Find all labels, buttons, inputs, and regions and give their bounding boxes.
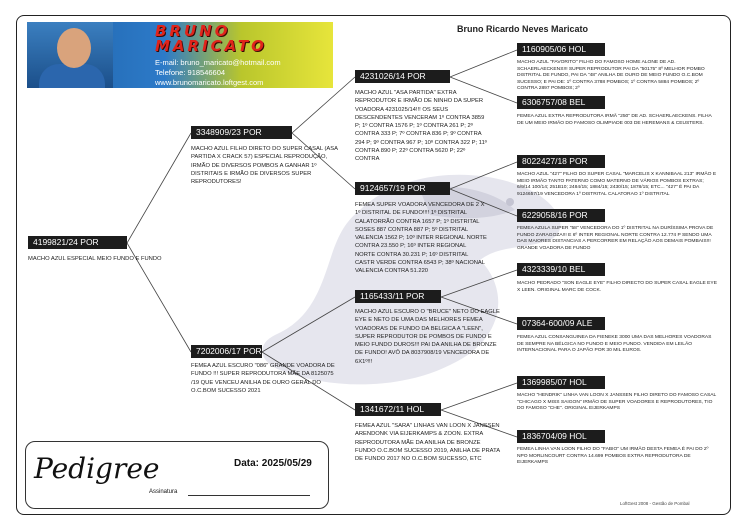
gg-description: MACHO PEDRADO "SON EAGLE EYE" FILHO DIRECTO DO SUPER CASAL EAGLE EYE X LEEN. ORIGINAL MARC DE COCK. — [517, 281, 717, 293]
gg-description: FEMEA AZUL EXTRA REPRODUTORA IRMÃ "250" DE AD. SCHAERLAECKENS. FILHA DE UM MEIO IRMÃO DO FAMOSO OLIMPIADE 003 DE HEREMANS & CEUSTERS. — [517, 114, 712, 126]
owner-name: Bruno Ricardo Neves Maricato — [457, 24, 589, 34]
dam-description: FEMEA AZUL ESCURO "086" GRANDE VOADORA DE FUNDO !!! SUPER REPRODUTORA MÃE DA 8125075 /19 QUE VENCEU ANILHA DE OURO GERAL DO O.C.BOM SUCESSO 2021 — [191, 363, 335, 394]
gg-description: MACHO "HENDRIK" LINHA VAN LOON X JANSSEN FILHO DIRETO DO FAMOSO CASAL "CHICAGO X MISS SAIGON" IRMÃO DE SUPER VOADORES E REPRODUTORES, TIO DO FAMOSO "CHE". ORIGINAL EIJERKAMPS — [517, 393, 717, 412]
sire-dam-ring: 9124657/19 POR — [355, 182, 450, 195]
banner-email: E-mail: bruno_maricato@hotmail.com — [155, 58, 281, 67]
gg-ring: 6229058/16 POR — [517, 209, 605, 222]
signature-line — [188, 495, 310, 496]
gg-description: MACHO AZUL "427" FILHO DO SUPER CASAL "MARCELIS X KANNIBAAL 213" IRMÃO E MEIO IRMÃO TANTO PATERNO COMO MATERNO DE VÁRIOS POMBOS EXTRAS; 6/9/14 100/14; 251B10; 2484/15; 1884/15; 2430/15; 1878/15; ETC... "427" É PAI DA 9124657/19 VENCEDORA 1º DISTRITAL CALATORAO 1º DISTRITAL — [517, 172, 717, 197]
dam-dam-ring: 1341672/11 HOL — [355, 403, 441, 416]
subject-ring: 4199821/24 POR — [28, 236, 127, 249]
gg-ring: 1160905/06 HOL — [517, 43, 605, 56]
copyright: LoftGest 2008 - Gestão de Pombal — [620, 501, 690, 506]
dam-sire-ring: 1165433/11 POR — [355, 290, 441, 303]
banner-last-name: MARICATO — [155, 37, 267, 55]
sire-description: MACHO AZUL FILHO DIRETO DO SUPER CASAL (ASA PARTIDA X CRACK 57) ESPECIAL REPRODUÇÃO, IRMÃO DE DIVERSOS POMBOS A GANHAR 1º DISTRITAIS E IRMÃO DE DIVERSOS SUPER REPRODUTORES! — [191, 146, 338, 186]
sire-sire-ring: 4231026/14 POR — [355, 70, 450, 83]
dam-ring: 7202006/17 POR — [191, 345, 262, 358]
sire-ring: 3348909/23 POR — [191, 126, 292, 139]
sire-sire-description: MACHO AZUL "ASA PARTIDA" EXTRA REPRODUTOR E IRMÃO DE NINHO DA SUPER VOADORA 4231025/14!!! OS SEUS DESCENDENTES VENCERAM 1º CONTRA 3859 P; 1º CONTRA 1576 P; 1º CONTRA 261 P; 2º CONTRA 333 P; 7º CONTRA 836 P; 9º CONTRA 294 P; 9º CONTRA 967 P; 10º CONTRA 322 P; 11º CONTRA 890 P; 22º CONTRA 5620 P; 22º CONTRA — [355, 90, 487, 163]
gg-ring: 1836704/09 HOL — [517, 430, 605, 443]
sire-dam-description: FEMEA SUPER VOADORA VENCEDORA DE 2 X 1º DISTRITAL DE FUNDO!!!! 1º DISTRITAL CALATORRÃO CONTRA 1657 P; 1º DISTRITAL SOSES 887 CONTRA 887 P; 5º DISTRITAL VALENCIA 1562 P; 10º INTER REGIONAL NORTE CONTRA 23.550 P; 16º INTER REGIONAL NORTE CONTRA 30.231 P; 16º DISTRITAL CASTR VERDE CONTRA 6543 P; 38º NACIONAL VALENCIA CONTRA 51.220 — [355, 202, 487, 275]
dam-sire-description: MACHO AZUL ESCURO O "BRUCE" NETO DO EAGLE EYE E NETO DE UMA DAS MELHORES FEMEA VOADORAS DE FUNDO DA BELGICA A "LEEN", SUPER REPRODUTOR DE POMBOS DE FUNDO E MEIO FUNDO DUROS!!! PAI DA ANILHA DE BRONZE DE FUNDO! AVÔ DA 8037908/19 VENCEDORA DE 6X1º!!! — [355, 309, 500, 365]
gg-ring: 1369985/07 HOL — [517, 376, 605, 389]
pedigree-title: Pedigree — [34, 452, 160, 485]
gg-ring: 07364-600/09 ALE — [517, 317, 605, 330]
banner-first-name: BRUNO — [155, 22, 231, 40]
banner-phone: Telefone: 918546604 — [155, 68, 226, 77]
date-label: Data: 2025/05/29 — [234, 458, 312, 469]
subject-description: MACHO AZUL ESPECIAL MEIO FUNDO E FUNDO — [28, 256, 162, 262]
gg-description: FEMEA LINHA VAN LOON FILHO DO "FABIO" UM IRMÃO DESTA FEMEA É PAI DO 2º NPO MORLINCOURT CONTRA 14.699 POMBOS EXTRA REPRODUTORA DE EIJERKAMPS — [517, 447, 709, 466]
gg-description: FEMEA AZULA SUPER "58" VENCEDORA DO 1º DISTRITAL NA DURÍSSIMA PROVA DE FUNDO ZARAGOZA!!! E 6º INTER REGIONAL NORTE CONTRA 12.774 P SENDO UMA DAS MAIORES DISTANCIAS A PERCORRER EM RELAÇÃO AOS DEMAIS POMBAIS!!! GRANDE VOADORA DE FUNDO — [517, 226, 714, 251]
gg-ring: 6306757/08 BEL — [517, 96, 605, 109]
dam-dam-description: FEMEA AZUL "SARA" LINHAS VAN LOON X JANSSEN ARENDONK VIA EIJERKAMPS & ZOON. EXTRA REPRODUTORA MÃE DA ANILHA DE BRONZE FUNDO O.C.BOM SUCESSO 2019, ANILHA DE PRATA DE FUNDO 2017 NO O.C.BOM SUCESSO, ETC — [355, 423, 500, 463]
banner-website: www.brunomaricato.loftgest.com — [155, 78, 264, 87]
signature-label: Assinatura — [149, 489, 178, 495]
gg-description: MACHO AZUL "FAVORITO" FILHO DO FAMOSO HOME ALONE DE AD. SCHAERLAECKENS!!! SUPER REPRODUTOR PAI DA "50175" 8º MELHOR POMBO DISTRITAL DE FUNDO, PAI DA "48" ANILHA DE OURO DE MEIO FUNDO O.C.BOM SUCESSO; E PAI DE: 1º CONTRA 3788 POMBOS; 1º CONTRA 5884 POMBOS; 2º CONTRA 2897 POMBOS; 2º — [517, 60, 705, 92]
gg-ring: 8022427/18 POR — [517, 155, 605, 168]
gg-description: FEMEA AZUL CONSANGUINEA DA FIENEKE 3000 UMA DAS MELHORES VOADORAS DE SEMPRE NA BÉLGICA NO FUNDO E MEIO FUNDO. VENDIDA EM LEILÃO INTERNACIONAL PARA O JAPÃO POR 30 MIL EUROS. — [517, 335, 712, 354]
gg-ring: 4323339/10 BEL — [517, 263, 605, 276]
